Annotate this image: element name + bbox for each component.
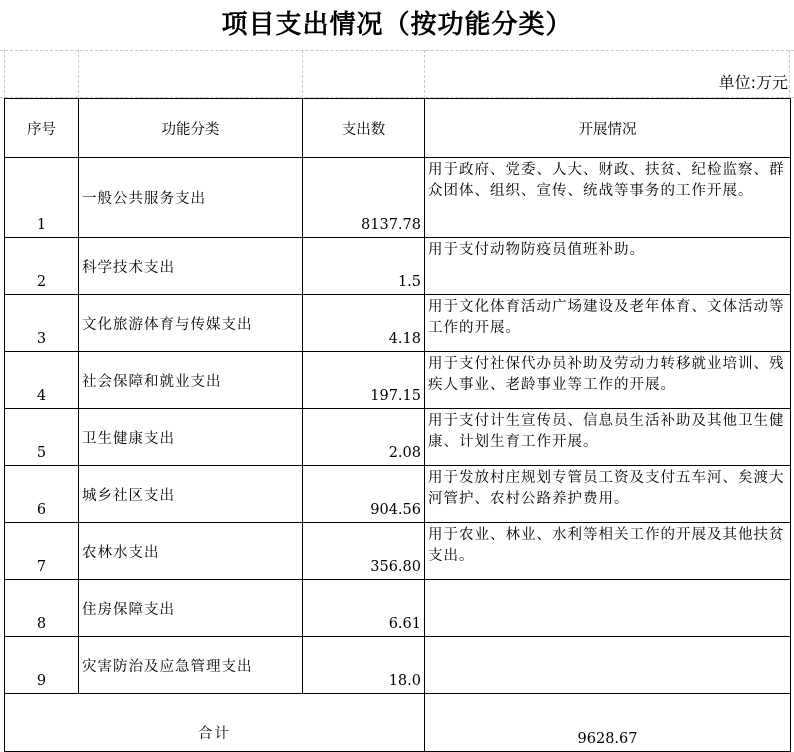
cell-description: [425, 637, 791, 694]
table-row: [5, 466, 791, 523]
gridline: [302, 50, 303, 98]
cell-description: 用于政府、党委、人大、财政、扶贫、纪检监察、群众团体、组织、宣传、统战等事务的工作开展。: [425, 158, 791, 238]
gridline: [424, 50, 425, 98]
table-header-row: [5, 99, 791, 158]
table-row: [5, 580, 791, 637]
header-description: 开展情况: [425, 99, 791, 158]
cell-description: 用于支付计生宣传员、信息员生活补助及其他卫生健康、计划生育工作开展。: [425, 409, 791, 466]
cell-description: 用于支付动物防疫员值班补助。: [425, 238, 791, 295]
header-index: 序号: [5, 99, 79, 158]
cell-index: 6: [5, 466, 79, 523]
table-row: [5, 158, 791, 238]
header-amount: 支出数: [303, 99, 425, 158]
total-row: [5, 694, 791, 752]
cell-function: 一般公共服务支出: [79, 158, 303, 238]
table-row: [5, 238, 791, 295]
cell-index: 1: [5, 158, 79, 238]
table-row: [5, 637, 791, 694]
cell-function: 社会保障和就业支出: [79, 352, 303, 409]
cell-amount: 197.15: [303, 352, 425, 409]
cell-index: 8: [5, 580, 79, 637]
cell-amount: 904.56: [303, 466, 425, 523]
gridline: [4, 50, 5, 98]
total-label: 合计: [5, 694, 425, 752]
cell-function: 卫生健康支出: [79, 409, 303, 466]
total-amount: 9628.67: [425, 694, 791, 752]
cell-description: 用于发放村庄规划专管员工资及支付五车河、矣渡大河管护、农村公路养护费用。: [425, 466, 791, 523]
cell-amount: 6.61: [303, 580, 425, 637]
table-row: [5, 352, 791, 409]
cell-description: 用于支付社保代办员补助及劳动力转移就业培训、残疾人事业、老龄事业等工作的开展。: [425, 352, 791, 409]
cell-description: [425, 580, 791, 637]
cell-description: 用于文化体育活动广场建设及老年体育、文体活动等工作的开展。: [425, 295, 791, 352]
cell-function: 住房保障支出: [79, 580, 303, 637]
page-title: 项目支出情况（按功能分类）: [221, 10, 573, 40]
cell-function: 农林水支出: [79, 523, 303, 580]
table-row: [5, 523, 791, 580]
table-row: [5, 409, 791, 466]
cell-index: 2: [5, 238, 79, 295]
cell-index: 5: [5, 409, 79, 466]
cell-amount: 1.5: [303, 238, 425, 295]
cell-function: 文化旅游体育与传媒支出: [79, 295, 303, 352]
cell-amount: 356.80: [303, 523, 425, 580]
cell-amount: 4.18: [303, 295, 425, 352]
cell-amount: 2.08: [303, 409, 425, 466]
cell-index: 9: [5, 637, 79, 694]
cell-function: 灾害防治及应急管理支出: [79, 637, 303, 694]
gridline: [0, 50, 794, 51]
header-function: 功能分类: [79, 99, 303, 158]
cell-description: 用于农业、林业、水利等相关工作的开展及其他扶贫支出。: [425, 523, 791, 580]
gridline: [789, 50, 790, 98]
gridline: [78, 50, 79, 98]
cell-amount: 18.0: [303, 637, 425, 694]
cell-index: 4: [5, 352, 79, 409]
cell-function: 城乡社区支出: [79, 466, 303, 523]
unit-label: 单位:万元: [718, 73, 788, 92]
expenditure-table: [4, 98, 791, 752]
table-row: [5, 295, 791, 352]
cell-index: 7: [5, 523, 79, 580]
cell-amount: 8137.78: [303, 158, 425, 238]
cell-function: 科学技术支出: [79, 238, 303, 295]
cell-index: 3: [5, 295, 79, 352]
